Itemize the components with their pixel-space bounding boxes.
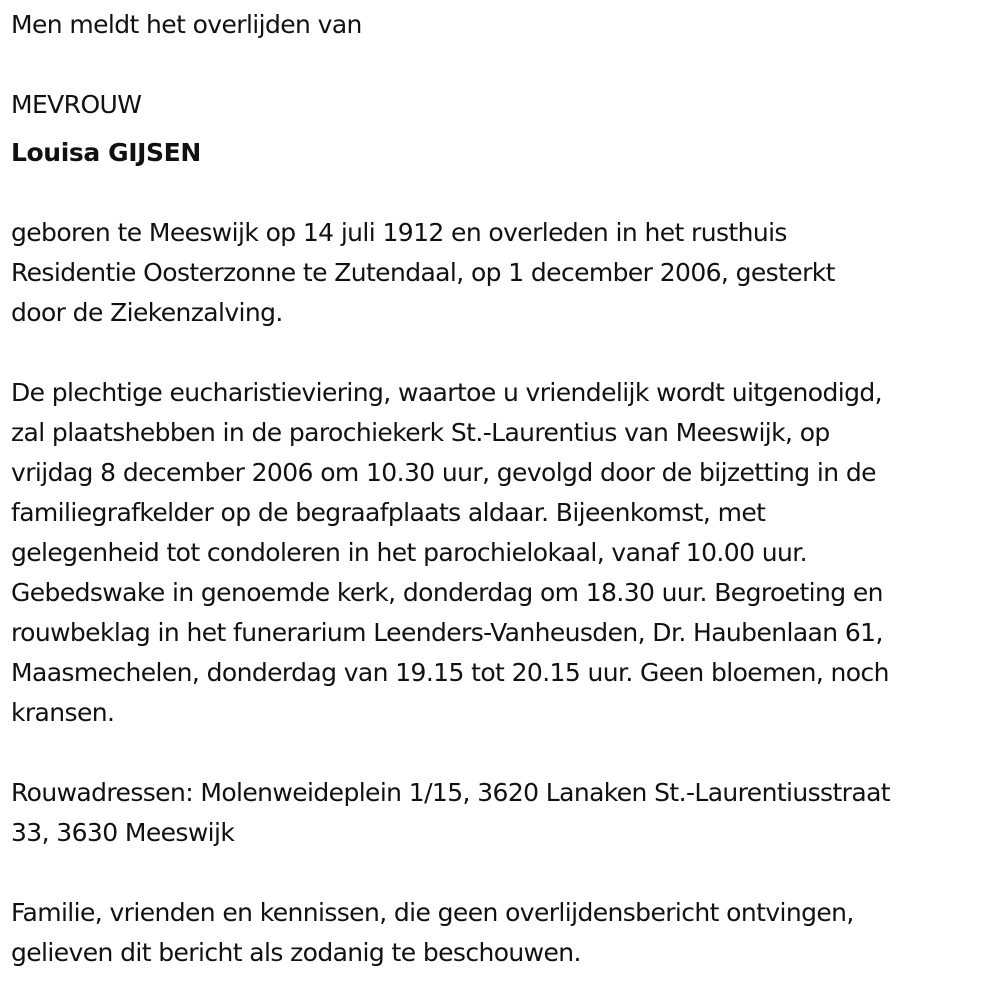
honorific-title: MEVROUW: [11, 90, 142, 119]
paragraph-line: rouwbeklag in het funerarium Leenders-Vanheusden, Dr. Haubenlaan 61,: [11, 618, 883, 647]
paragraph-line: vrijdag 8 december 2006 om 10.30 uur, gevolgd door de bijzetting in de: [11, 458, 876, 487]
paragraph-line: De plechtige eucharistieviering, waartoe u vriendelijk wordt uitgenodigd,: [11, 378, 882, 407]
paragraph-line: Gebedswake in genoemde kerk, donderdag om 18.30 uur. Begroeting en: [11, 578, 883, 607]
paragraph-line: Maasmechelen, donderdag van 19.15 tot 20.15 uur. Geen bloemen, noch: [11, 658, 889, 687]
paragraph-line: geboren te Meeswijk op 14 juli 1912 en overleden in het rusthuis: [11, 218, 787, 247]
paragraph-line: door de Ziekenzalving.: [11, 298, 283, 327]
paragraph-line: Familie, vrienden en kennissen, die geen overlijdensbericht ontvingen,: [11, 898, 854, 927]
paragraph-line: gelegenheid tot condoleren in het parochielokaal, vanaf 10.00 uur.: [11, 538, 807, 567]
deceased-name: Louisa GIJSEN: [11, 138, 201, 167]
paragraph-line: familiegrafkelder op de begraafplaats aldaar. Bijeenkomst, met: [11, 498, 766, 527]
paragraph-line: Rouwadressen: Molenweideplein 1/15, 3620 Lanaken St.-Laurentiusstraat: [11, 778, 890, 807]
paragraph-line: 33, 3630 Meeswijk: [11, 818, 235, 847]
paragraph-line: zal plaatshebben in de parochiekerk St.-Laurentius van Meeswijk, op: [11, 418, 830, 447]
paragraph-line: gelieven dit bericht als zodanig te beschouwen.: [11, 938, 581, 967]
intro-text: Men meldt het overlijden van: [11, 10, 362, 39]
paragraph-line: Residentie Oosterzonne te Zutendaal, op 1 december 2006, gesterkt: [11, 258, 835, 287]
paragraph-line: kransen.: [11, 698, 115, 727]
